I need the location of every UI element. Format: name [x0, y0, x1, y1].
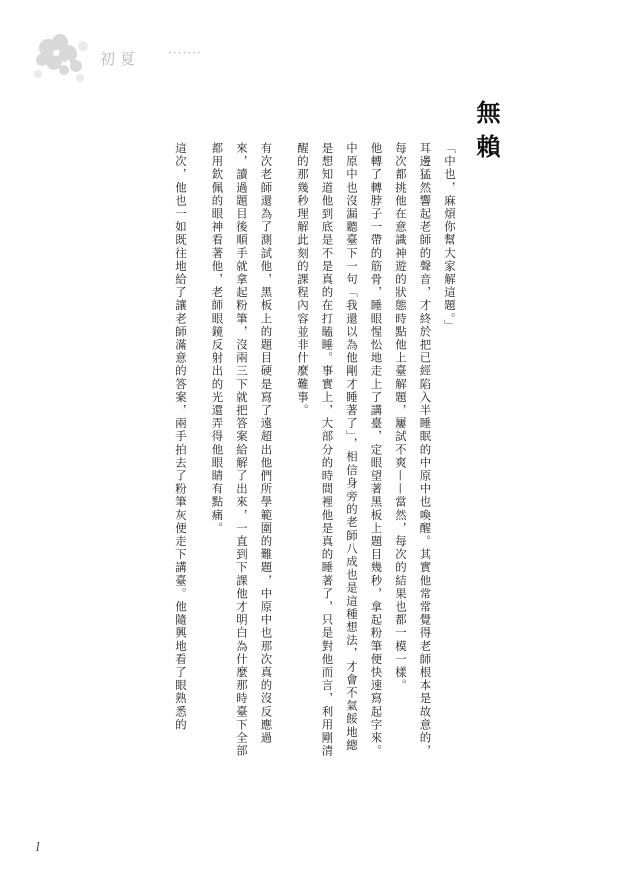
- header-dots: ·······: [168, 46, 202, 60]
- paragraph: 耳邊猛然響起老師的聲音，才終於把已經陷入半睡眠的中原中也喚醒。其實他常常覺得老師根本是故意的，每次都挑他在意識神遊的狀態時點他上臺解題，屢試不爽——當然，每次的結果也都一模一樣。: [394, 142, 433, 758]
- paragraph: 「中也，麻煩你幫大家解這題。」: [443, 142, 457, 333]
- flower-ornament-icon: [28, 26, 98, 86]
- running-header: [18, 18, 258, 78]
- paragraph: 中原中也沒漏聽臺下一句「我還以為他剛才睡著了」，相信身旁的老師八成也是這種想法，才會不氣餒地總是想知道他到底是不是真的在打瞌睡。事實上，大部分的時間裡他是真的睡著了，只是對他而言，利用剛清醒的那幾秒理解此刻的課程內容並非什麼難事。: [296, 142, 359, 758]
- page-number: l: [36, 840, 40, 854]
- paragraph: 他轉了轉脖子一帶的筋骨，睡眼惺忪地走上了講臺，定眼望著黑板上題目幾秒，拿起粉筆便快速寫起字來。: [369, 142, 384, 758]
- header-title: 初夏: [100, 50, 141, 68]
- body-text: [52, 142, 462, 762]
- chapter-title: 無賴: [472, 100, 501, 168]
- paragraph: 這次，他也一如既往地給了讓老師滿意的答案，兩手拍去了粉筆灰便走下講臺。他隨興地看了眼熟悉的: [174, 142, 188, 732]
- paragraph: 有次老師還為了測試他，黑板上的題目硬是寫了遠超出他們所學範圍的難題，中原中也那次真的沒反應過來，讀過題目後順手就拿起粉筆，沒兩三下就把答案給解了出來，一直到下課他才明白為什麼那時臺下全部都用欽佩的眼神看著他，老師眼鏡反射出的光還弄得他眼睛有點痛。: [210, 142, 274, 758]
